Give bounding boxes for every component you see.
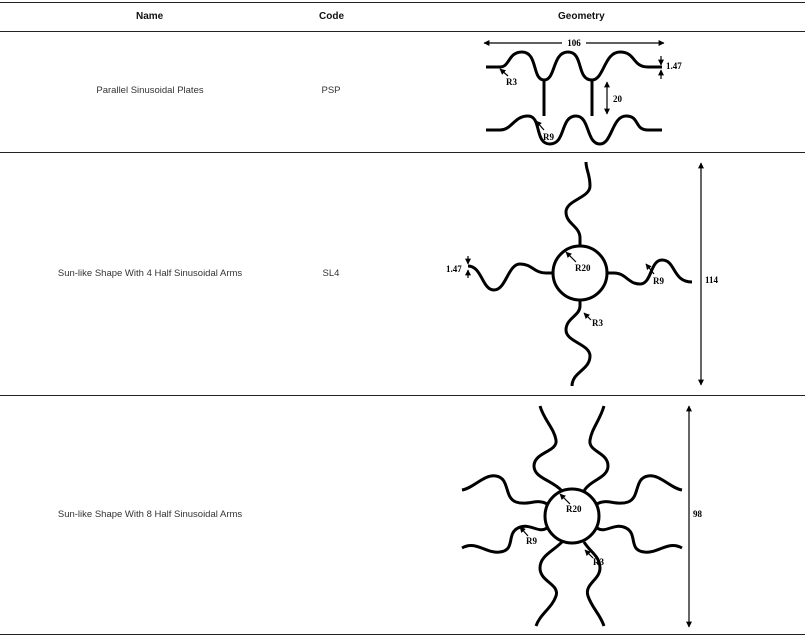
sl4-r3-label: R3 bbox=[592, 318, 603, 328]
sl8-r20-leader bbox=[560, 494, 570, 504]
table-row bbox=[0, 31, 805, 153]
sl4-r9-label: R9 bbox=[653, 276, 664, 286]
table-row bbox=[0, 153, 805, 396]
header-geometry: Geometry bbox=[558, 11, 605, 22]
sl8-arm-top-left bbox=[534, 406, 562, 491]
psp-thickness-label: 1.47 bbox=[666, 61, 682, 71]
sl4-center-circle bbox=[553, 246, 607, 300]
sl4-r20-label: R20 bbox=[575, 263, 591, 273]
row-code: PSP bbox=[321, 85, 341, 96]
sl8-geometry-drawing bbox=[0, 396, 805, 634]
sl8-center-circle bbox=[545, 489, 599, 543]
sl8-arm-bottom-right bbox=[584, 542, 604, 626]
sl4-r20-leader bbox=[566, 252, 576, 262]
sl4-thickness-label: 1.47 bbox=[446, 264, 462, 274]
table-header bbox=[0, 2, 805, 32]
table-row bbox=[0, 396, 805, 635]
sl4-arm-right bbox=[607, 260, 692, 284]
psp-top-plate bbox=[486, 52, 662, 80]
sl8-arm-bottom-left bbox=[536, 542, 562, 626]
row-code: SL4 bbox=[322, 268, 340, 279]
sl4-geometry-drawing bbox=[0, 153, 805, 395]
header-name: Name bbox=[136, 11, 164, 22]
sl8-arm-right-bottom bbox=[597, 526, 682, 552]
psp-r3-label: R3 bbox=[506, 77, 517, 87]
sl8-arm-left-top bbox=[462, 476, 547, 504]
row-name: Sun-like Shape With 4 Half Sinusoidal Arms bbox=[57, 268, 243, 279]
psp-width-label: 106 bbox=[567, 38, 581, 48]
sl8-arm-right-top bbox=[597, 476, 682, 504]
sl4-arm-top bbox=[566, 162, 590, 246]
row-name: Parallel Sinusoidal Plates bbox=[96, 85, 204, 96]
psp-r3-leader bbox=[500, 69, 508, 76]
sl8-arm-top-right bbox=[584, 406, 608, 491]
psp-r9-label: R9 bbox=[543, 132, 554, 142]
sl4-arm-left bbox=[468, 264, 553, 290]
header-code: Code bbox=[319, 11, 344, 22]
sl4-height-label: 114 bbox=[705, 275, 719, 285]
sl8-r9-leader bbox=[520, 527, 528, 536]
sl8-r20-label: R20 bbox=[566, 504, 582, 514]
psp-bottom-plate bbox=[486, 116, 662, 144]
sl8-height-label: 98 bbox=[693, 509, 702, 519]
sl4-r3-leader bbox=[584, 313, 591, 320]
psp-geometry-drawing bbox=[0, 31, 805, 152]
psp-gap-label: 20 bbox=[613, 94, 622, 104]
row-name: Sun-like Shape With 8 Half Sinusoidal Arms bbox=[57, 509, 243, 520]
sl4-arm-bottom bbox=[566, 300, 590, 386]
sl8-r3-label: R3 bbox=[593, 557, 604, 567]
sl8-r9-label: R9 bbox=[526, 536, 537, 546]
